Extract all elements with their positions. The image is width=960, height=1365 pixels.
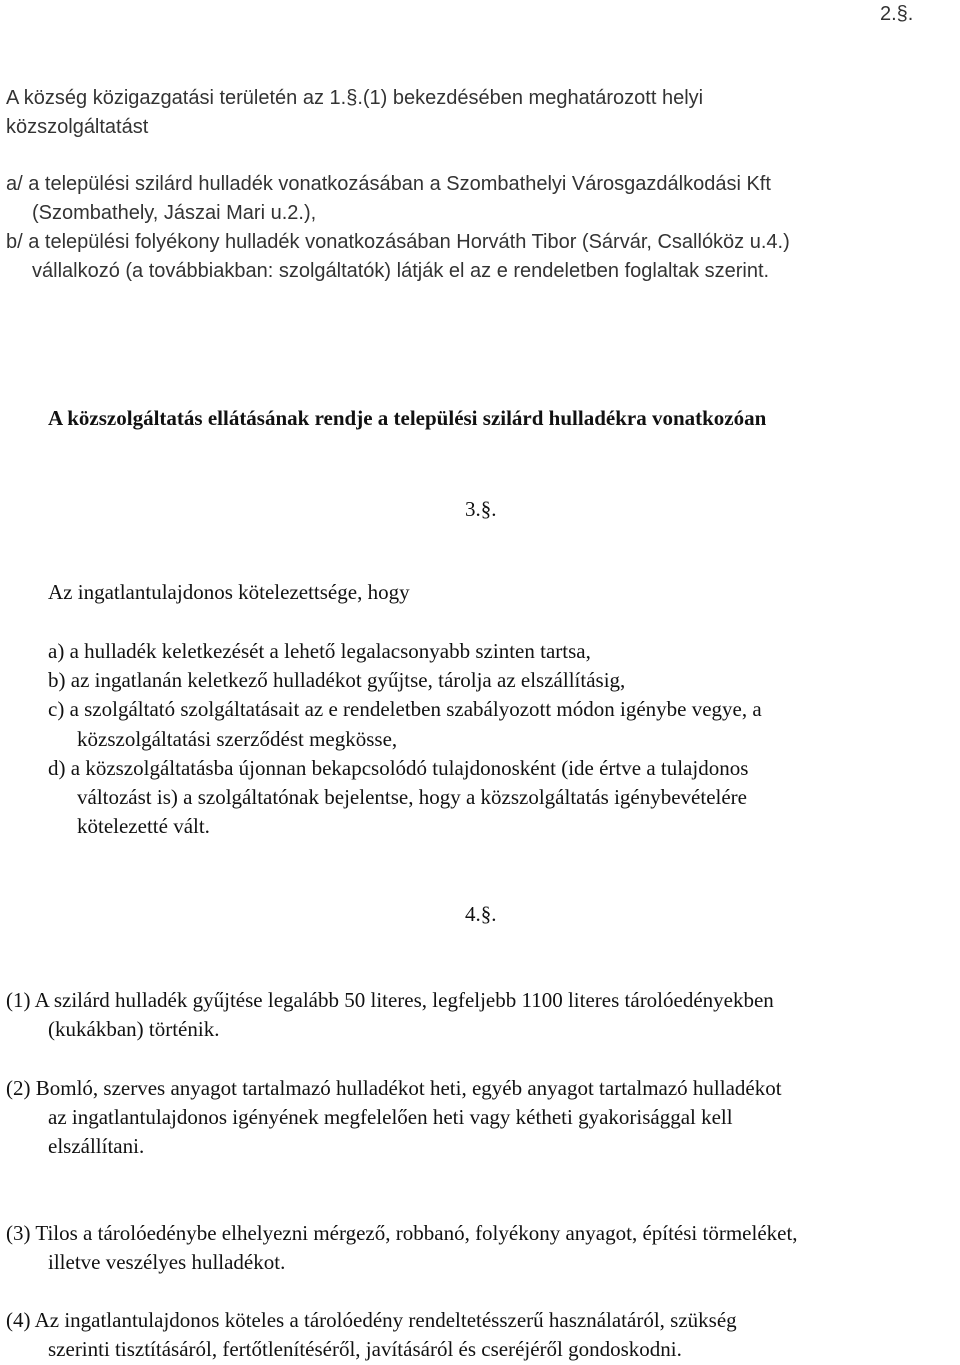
section-3-item-c-line-2: közszolgáltatási szerződést megkösse, — [77, 727, 398, 751]
section-3-item-d-line-3: kötelezetté vált. — [77, 814, 210, 838]
section-2-item-b-line-2: vállalkozó (a továbbiakban: szolgáltatók) látják el az e rendeletben foglaltak szerint. — [32, 260, 770, 282]
section-2-item-a-line-1: a/ a települési szilárd hulladék vonatkozásában a Szombathelyi Városgazdálkodási Kft — [6, 173, 771, 195]
section-3-item-d-line-1: d) a közszolgáltatásba újonnan bekapcsolódó tulajdonosként (ide értve a tulajdonos — [48, 756, 749, 780]
section-4-para-2-line-1: (2) Bomló, szerves anyagot tartalmazó hulladékot heti, egyéb anyagot tartalmazó hulladékot — [6, 1076, 782, 1100]
section-2-intro-line-2: közszolgáltatást — [6, 116, 149, 138]
section-4-heading: 4.§. — [465, 902, 497, 926]
section-4-para-2-line-3: elszállítani. — [48, 1134, 145, 1158]
section-4-para-3-line-1: (3) Tilos a tárolóedénybe elhelyezni mérgező, robbanó, folyékony anyagot, építési törmeléket, — [6, 1221, 798, 1245]
section-3-item-a: a) a hulladék keletkezését a lehető legalacsonyabb szinten tartsa, — [48, 639, 591, 663]
section-3-item-c-line-1: c) a szolgáltató szolgáltatásait az e rendeletben szabályozott módon igénybe vegye, a — [48, 697, 762, 721]
section-2-intro-line-1: A község közigazgatási területén az 1.§.(1) bekezdésében meghatározott helyi — [6, 87, 704, 109]
section-3-heading: 3.§. — [465, 497, 497, 521]
section-subtitle: A közszolgáltatás ellátásának rendje a települési szilárd hulladékra vonatkozóan — [48, 406, 767, 430]
section-2-item-b-line-1: b/ a települési folyékony hulladék vonatkozásában Horváth Tibor (Sárvár, Csallóköz u.4.) — [6, 231, 790, 253]
section-4-para-3-line-2: illetve veszélyes hulladékot. — [48, 1250, 286, 1274]
section-4-para-4-line-1: (4) Az ingatlantulajdonos köteles a tárolóedény rendeltetésszerű használatáról, szükség — [6, 1308, 737, 1332]
section-3-intro: Az ingatlantulajdonos kötelezettsége, hogy — [48, 580, 410, 604]
section-3-item-b: b) az ingatlanán keletkező hulladékot gyűjtse, tárolja az elszállításig, — [48, 668, 626, 692]
section-4-para-1-line-2: (kukákban) történik. — [48, 1017, 220, 1041]
section-4-para-4-line-2: szerinti tisztításáról, fertőtlenítéséről, javításáról és cseréjéről gondoskodni. — [48, 1337, 682, 1361]
section-2-item-a-line-2: (Szombathely, Jászai Mari u.2.), — [32, 202, 317, 224]
section-4-para-2-line-2: az ingatlantulajdonos igényének megfelelően heti vagy kétheti gyakorisággal kell — [48, 1105, 733, 1129]
section-3-item-d-line-2: változást is) a szolgáltatónak bejelentse, hogy a közszolgáltatás igénybevételére — [77, 785, 747, 809]
section-4-para-1-line-1: (1) A szilárd hulladék gyűjtése legalább 50 literes, legfeljebb 1100 literes tárolóedényekben — [6, 988, 774, 1012]
section-2-heading: 2.§. — [880, 3, 914, 25]
